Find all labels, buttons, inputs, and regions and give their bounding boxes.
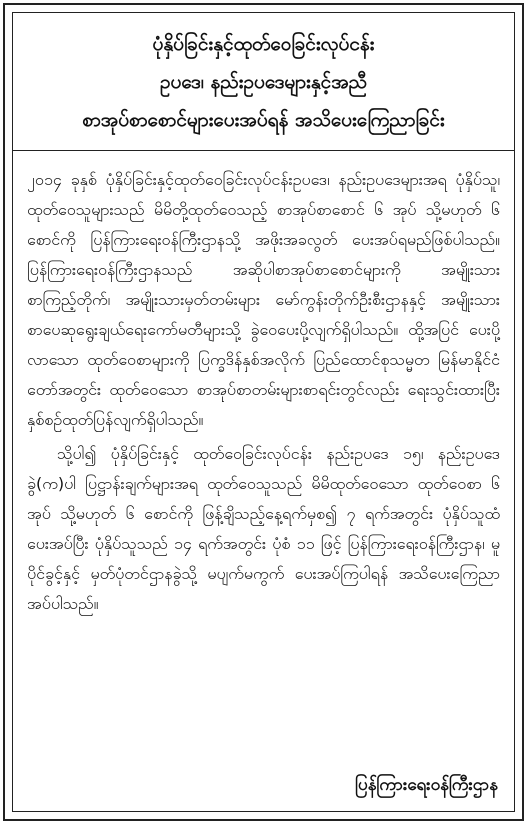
notice-paragraph-1: ၂၀၁၄ ခုနှစ် ပုံနှိပ်ခြင်းနှင့်ထုတ်ဝေခြင်းလုပ်ငန်းဥပဒေ၊ နည်းဥပဒေများအရ ပုံနှိပ်သူ၊ ထုတ်ဝေသူများသည် မိမိတို့ထုတ်ဝေသည့် စာအုပ်စာစောင် ၆ အုပ် သို့မဟုတ် ၆ စောင်ကို ပြန်ကြားရေးဝန်ကြီးဌာနသို့ အဖိုးအခလွတ် ပေးအပ်ရမည်ဖြစ်ပါသည်။ ပြန်ကြားရေးဝန်ကြီးဌာနသည် အဆိုပါစာအုပ်စာစောင်များကို အမျိုးသားစာကြည့်တိုက်၊ အမျိုးသားမှတ်တမ်းများ မော်ကွန်းတိုက်ဦးစီးဌာနနှင့် အမျိုးသားစာပေဆုရွေးချယ်ရေးကော်မတီများသို့ ခွဲဝေပေးပို့လျက်ရှိပါသည်။ ထို့အပြင် ပေးပို့လာသော ထုတ်ဝေစာများကို ပြက္ခဒိန်နှစ်အလိုက် ပြည်ထောင်စုသမ္မတ မြန်မာနိုင်ငံတော်အတွင်း ထုတ်ဝေသော စာအုပ်စာတမ်းများစာရင်းတွင်လည်း ရေးသွင်းထားပြီး နှစ်စဉ်ထုတ်ပြန်လျက်ရှိပါသည်။ [27, 170, 500, 429]
notice-title-line-2: ဥပဒေ၊ နည်းဥပဒေများနှင့်အညီ [159, 70, 368, 93]
notice-paragraph-2: သို့ပါ၍ ပုံနှိပ်ခြင်းနှင့် ထုတ်ဝေခြင်းလုပ်ငန်း နည်းဥပဒေ ၁၅၊ နည်းဥပဒေခွဲ(က)ပါ ပြဋ္ဌာန်းချက်များအရ ထုတ်ဝေသူသည် မိမိထုတ်ဝေသော ထုတ်ဝေစာ ၆ အုပ် သို့မဟုတ် ၆ စောင်ကို ဖြန့်ချိသည့်နေ့ရက်မှစ၍ ၇ ရက်အတွင်း ပုံနှိပ်သူထံပေးအပ်ပြီး ပုံနှိပ်သူသည် ၁၄ ရက်အတွင်း ပုံစံ ၁၁ ဖြင့် ပြန်ကြားရေးဝန်ကြီးဌာန၊ မူပိုင်ခွင့်နှင့် မှတ်ပုံတင်ဌာနခွဲသို့ မပျက်မကွက် ပေးအပ်ကြပါရန် အသိပေးကြေညာအပ်ပါသည်။ [27, 444, 500, 613]
notice-frame [3, 3, 524, 821]
notice-signature: ပြန်ကြားရေးဝန်ကြီးဌာန [355, 775, 498, 795]
notice-title-line-3: စာအုပ်စာစောင်များပေးအပ်ရန် အသိပေးကြေညာခြင်း [82, 108, 445, 131]
notice-title-line-1: ပုံနှိပ်ခြင်းနှင့်ထုတ်ဝေခြင်းလုပ်ငန်း [152, 32, 375, 55]
notice-title-box [13, 13, 514, 151]
notice-inner-frame [12, 12, 515, 812]
notice-body [13, 151, 514, 811]
